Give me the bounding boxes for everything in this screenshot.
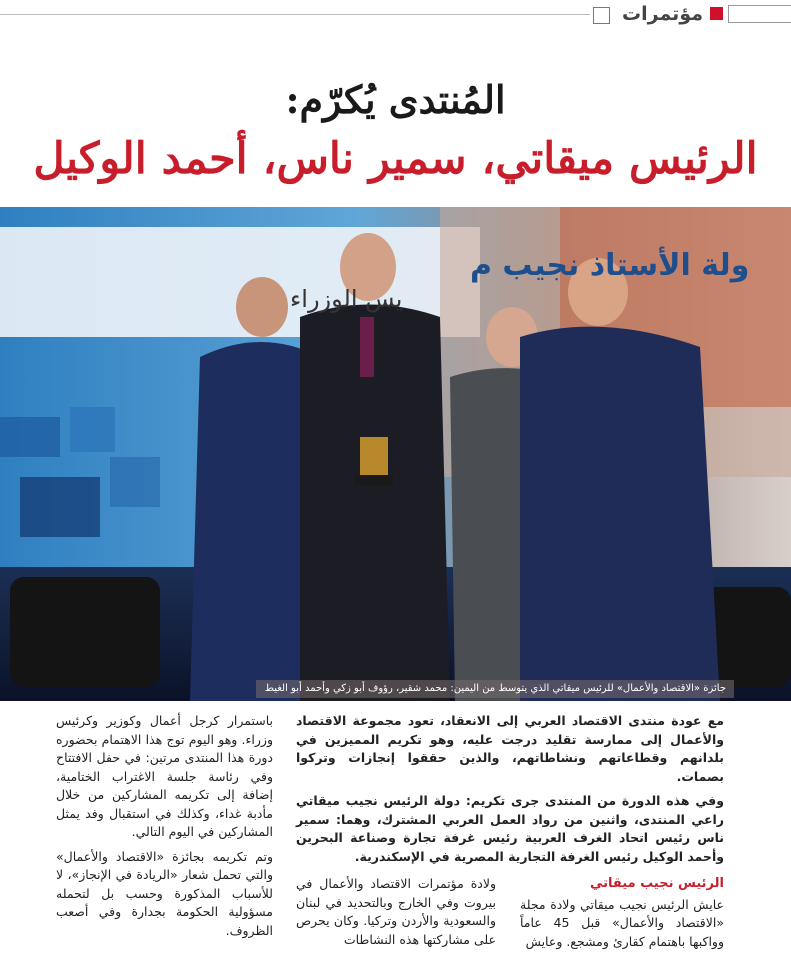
header-rule (0, 14, 590, 15)
header-box (593, 7, 610, 24)
photo-caption: جائزة «الاقتصاد والأعمال» للرئيس ميقاتي الذي يتوسط من اليمين: محمد شقير، رؤوف أبو زكي وأحمد أبو الغيط (256, 680, 734, 698)
intro-paragraph-1: مع عودة منتدى الاقتصاد العربي إلى الانعقاد، تعود مجموعة الاقتصاد والأعمال إلى ممارسة تقليد درجت عليه، وهو تكريم المميزين في بلدانهم وقطاعاتهم ونشاطاتهم، والذين حققوا إنجازات وتركوا بصمات. (296, 713, 724, 784)
left-column (56, 712, 273, 946)
article-photo (0, 207, 791, 701)
left-paragraph-1: باستمرار كرجل أعمال وكوزير وكرئيس وزراء. وهو اليوم توج هذا الاهتمام بحضوره دورة هذا المنتدى مرتين: في حفل الافتتاح وفي رئاسة جلسة الاغتراب الختامية، إضافة إلى تكريمه المشاركين من خلال مأدبة غداء، وكذلك في استقبال وفد يمثل المشاركين في اليوم التالي. (56, 713, 273, 839)
intro-paragraph-2: وفي هذه الدورة من المنتدى جرى تكريم: دولة الرئيس نجيب ميقاتي راعي المنتدى، واثنين من رواد العمل العربي المشترك، وهما: سمير ناس رئيس اتحاد الغرف العربية رئيس غرفة تجارة وصناعة البحرين وأحمد الوكيل رئيس الغرفة التجارية المصرية في الإسكندرية. (296, 793, 724, 864)
header-red-square (710, 7, 723, 20)
right-column (520, 875, 724, 957)
left-paragraph-2: وتم تكريمه بجائزة «الاقتصاد والأعمال» والتي تحمل شعار «الريادة في الإنجاز»، لا للأسباب المذكورة وحسب بل لتحمله مسؤولية الحكومة بجدارة وفي أصعب الظروف. (56, 848, 273, 938)
headline-line1: المُنتدى يُكرّم: (285, 77, 506, 122)
section-label: مؤتمرات (622, 3, 703, 25)
middle-column (296, 875, 496, 955)
banner-text-1: ولة الأستاذ نجيب م (470, 248, 750, 283)
right-paragraph-1: عايش الرئيس نجيب ميقاتي ولادة مجلة «الاقتصاد والأعمال» قبل 45 عاماً وواكبها باهتمام كقارئ ومشجع. وعايش (520, 896, 724, 949)
middle-paragraph-1: ولادة مؤتمرات الاقتصاد والأعمال في بيروت وفي الخارج وبالتحديد في لبنان والسعودية والأردن وتركيا. وكان يحرص على مشاركتها هذه النشاطات (296, 876, 496, 947)
section-header (0, 0, 791, 30)
subhead-mikati: الرئيس نجيب ميقاتي (590, 876, 724, 891)
header-right-bar (728, 5, 791, 23)
headline-line2: الرئيس ميقاتي، سمير ناس، أحمد الوكيل (33, 134, 758, 184)
banner-text-2: يس الوزراء (290, 285, 403, 313)
intro-block (296, 712, 724, 872)
